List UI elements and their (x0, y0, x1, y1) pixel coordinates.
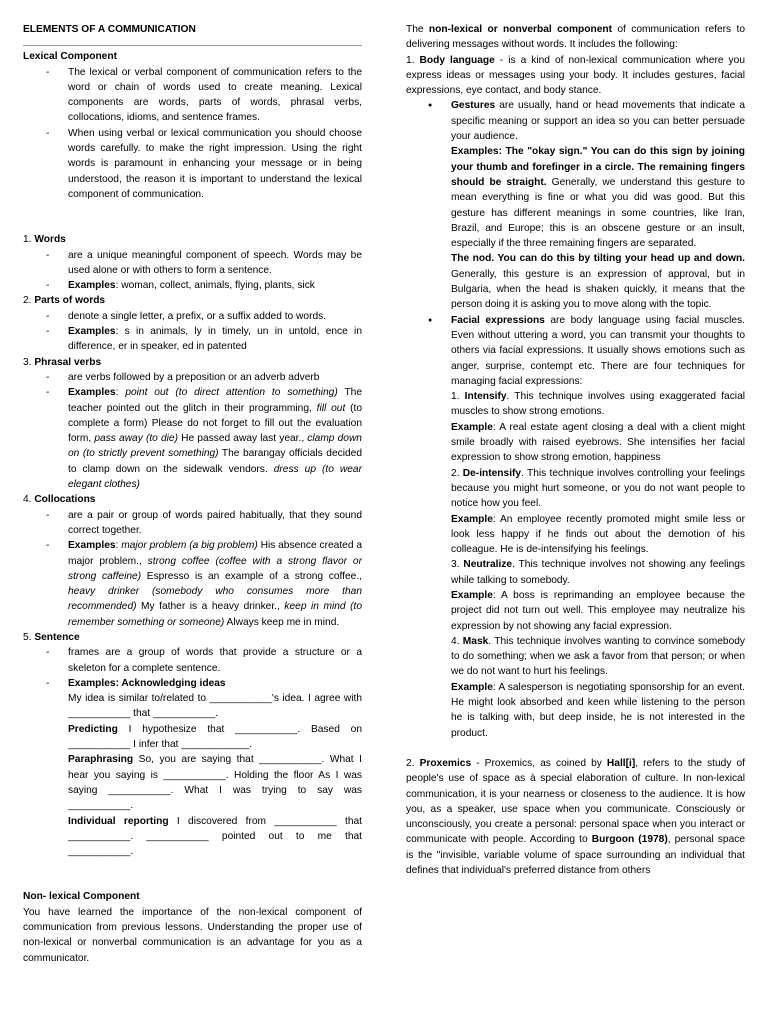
collocations-definition: - are a pair or group of words paired habitually, that they sound correct together. (23, 508, 362, 539)
mask-technique: 4. Mask. This technique involves wanting to convince somebody to do something; when we ask a favor from that person; or when we do not want to hurt his feelings. (451, 635, 746, 678)
lexical-importance: - When using verbal or lexical communication you should choose words carefully. to make the right impression. Using the right words is paramount in enhancing your message or in being understood, the reason it is important to understand the lexical component of communication. (23, 126, 362, 202)
neutralize-example: Example: A boss is reprimanding an employee because the project did not turn out well. This employee may neutralize his expression by not showing any facial expression. (451, 589, 745, 632)
right-column (406, 22, 745, 878)
okay-sign-example: Examples: The "okay sign." You can do this sign by joining your thumb and forefinger in a circle. The remaining fingers should be straight. Generally, we understand this gesture to mean everything is fine or what you did was good. But this gesture has different meanings in some countries, like Iran, Brazil, and Europe; this is an obscene gesture or an insult, especially if the three remaining fingers are separated. (451, 146, 745, 250)
lexical-heading: Lexical Component (23, 51, 117, 63)
body-language-paragraph: 1. Body language - is a kind of non-lexical communication where you express ideas or messages using your body. It includes gestures, facial expressions, eye contact, and body stance. (406, 54, 745, 97)
collocations-heading: 4. Collocations (23, 494, 96, 506)
mask-example: Example: A salesperson is negotiating sponsorship for an event. He might look absorbed and keen while listening to the person he is talking with, but deep inside, he is not interested in the product. (451, 681, 745, 739)
left-column (23, 22, 362, 966)
words-examples: - Examples: woman, collect, animals, flying, plants, sick (23, 278, 362, 293)
words-heading: 1. Words (23, 234, 66, 246)
deintensify-example: Example: An employee recently promoted might smile less or look less happy if he finds out about the demotion of his colleague. He is de-intensifying his feelings. (451, 513, 745, 556)
words-definition: - are a unique meaningful component of speech. Words may be used alone or with others to form a sentence. (23, 248, 362, 279)
intensify-technique: 1. Intensify. This technique involves using exaggerated facial muscles to show strong emotions. (451, 391, 745, 418)
nonlexical-heading: Non- lexical Component (23, 891, 140, 903)
lexical-definition: - The lexical or verbal component of communication refers to the word or chain of words used to create meaning. Lexical components are words, parts of words, phrasal verbs, collocations, idioms, and sentence frames. (23, 65, 362, 126)
parts-definition: - denote a single letter, a prefix, or a suffix added to words. (23, 309, 362, 324)
nonverbal-intro: The non-lexical or nonverbal component of communication refers to delivering messages without words. It includes the following: (406, 24, 745, 51)
gestures-item: ● Gestures are usually, hand or head movements that indicate a specific meaning or support an idea so you can better persuade your audience. (406, 98, 745, 144)
neutralize-technique: 3. Neutralize. This technique involves not showing any feelings while talking to somebody. (451, 559, 745, 586)
predicting-frame: Predicting I hypothesize that ___________. Based on ___________ I infer that ____________. (68, 723, 362, 751)
deintensify-technique: 2. De-intensify. This technique involves controlling your feelings because you might hurt someone, or you do not want people to notice how you feel. (451, 467, 746, 510)
proxemics-paragraph: 2. Proxemics - Proxemics, as coined by Hall[i], refers to the study of people's use of space as à special elaboration of culture. In non-lexical communication, it is your nearness or closeness to the audience. It is how you, as a speaker, use space when you communicate. Consciously or unconsciously, you create a personal: personal space when you interact or communicate with people. According to Burgoon (1978), personal space is the "invisible, variable volume of space surrounding an individual that defines that individual's preferred distance from others (406, 757, 746, 877)
sentence-definition: - frames are a group of words that provide a structure or a skeleton for a complete sentence. (23, 645, 362, 676)
facial-expressions-item: ● Facial expressions are body language using facial muscles. Even without uttering a word, you can transmit your thoughts to others via facial expressions. It usually shows emotions such as anger, surprise, contempt etc. There are four techniques for managing facial expressions: (406, 313, 745, 389)
parts-heading: 2. Parts of words (23, 295, 106, 307)
paraphrasing-frame: Paraphrasing So, you are saying that ___________. What I hear you saying is ___________. Holding the floor As I was saying ___________. What I was trying to say was ___________. (68, 754, 362, 812)
phrasal-definition: - are verbs followed by a preposition or an adverb adverb (23, 370, 362, 385)
phrasal-examples: - Examples: point out (to direct attention to something) The teacher pointed out the glitch in their programming, fill out (to complete a form) Please do not forget to fill out the evaluation form, pass away (to die) He passed away last year., clamp down on (to strictly prevent something) The barangay officials decided to clamp down on the sidewalk vendors. dress up (to wear elegant clothes) (23, 385, 362, 492)
intensify-example: Example: A real estate agent closing a deal with a client might smile broadly with raised eyebrows. She intensifies her facial expression to show strong emotion, happiness (451, 421, 745, 464)
individual-reporting-frame: Individual reporting I discovered from ___________ that ___________. ___________ pointed out to me that ___________. (68, 815, 362, 858)
collocations-examples: - Examples: major problem (a big problem) His absence created a major problem., strong coffee (coffee with a strong flavor or strong caffeine) Espresso is an example of a strong coffee., heavy drinker (somebody who consumes more than recommended) My father is a heavy drinker., keep in mind (to remember something or someone) Always keep me in mind. (23, 538, 362, 630)
sentence-examples-label: - Examples: Acknowledging ideas (23, 676, 362, 691)
parts-examples: - Examples: s in animals, ly in timely, un in untold, ence in difference, er in speaker, ed in patented (23, 324, 362, 355)
phrasal-heading: 3. Phrasal verbs (23, 356, 102, 368)
nonlexical-paragraph: You have learned the importance of the non-lexical component of communication from previous lessons. Understanding the proper use of non-lexical or nonverbal communication is an advantage for you as a communicator. (23, 906, 362, 964)
nod-example: The nod. You can do this by tilting your head up and down. Generally, this gesture is an expression of approval, but in Bulgaria, when the head is shaken quickly, it means that the person doing it is asking you to move along with the topic. (451, 253, 745, 311)
title-divider (23, 45, 362, 46)
acknowledging-frame: My idea is similar to/related to ___________'s idea. I agree with ___________ that ___________. (68, 693, 362, 720)
sentence-heading: 5. Sentence (23, 631, 80, 643)
page-title: ELEMENTS OF A COMMUNICATION (23, 24, 196, 35)
